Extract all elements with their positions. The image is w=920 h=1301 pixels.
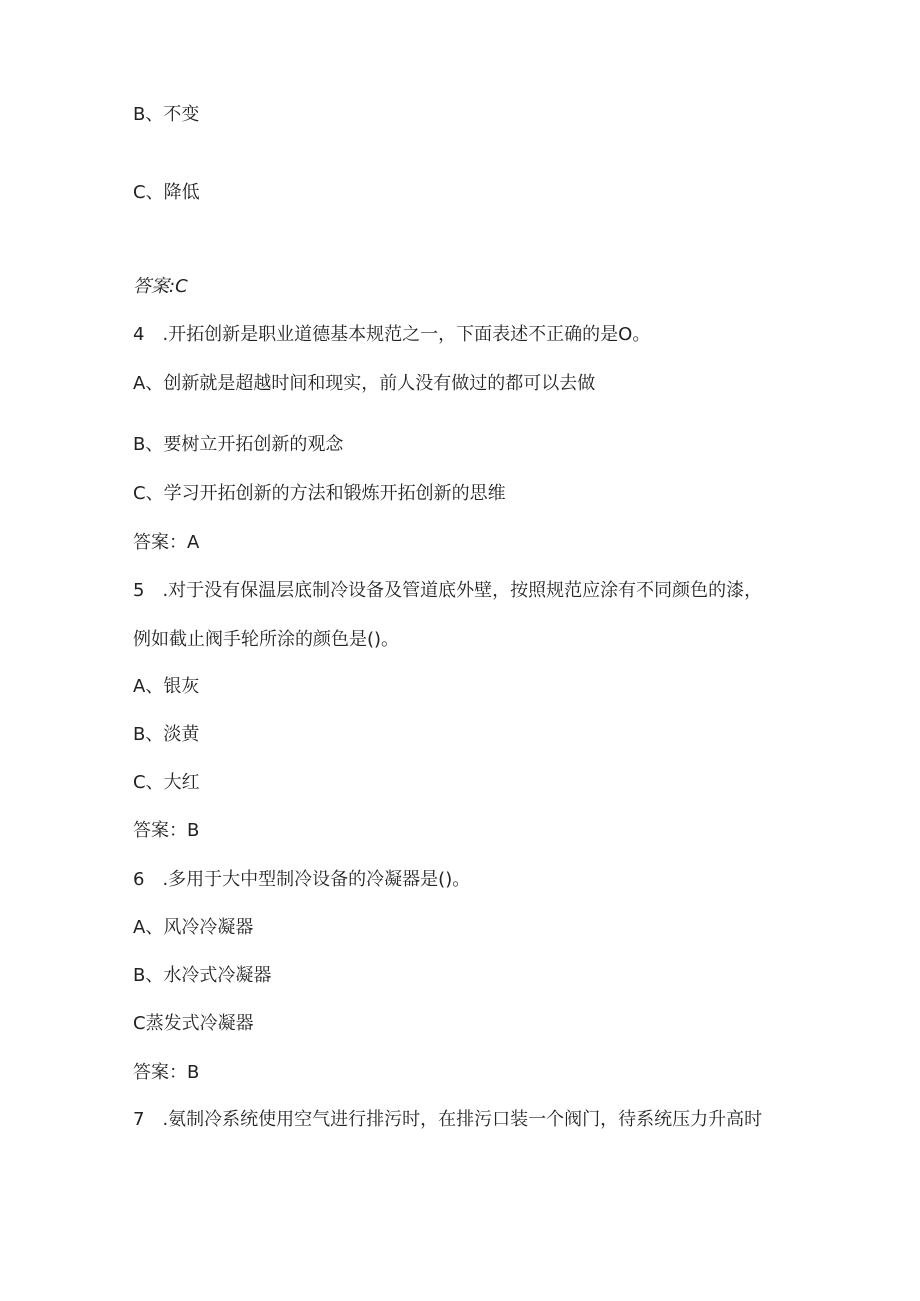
q5-option-b: B、淡黄	[133, 724, 200, 745]
q6-option-a: A、风冷冷凝器	[133, 917, 254, 938]
q3-option-c: C、降低	[133, 182, 200, 203]
q4-answer: 答案：A	[133, 532, 200, 553]
q4-option-b: B、要树立开拓创新的观念	[133, 434, 344, 455]
q6-option-c: C蒸发式冷凝器	[133, 1013, 254, 1034]
q5-question-line2: 例如截止阀手轮所涂的颜色是()。	[133, 629, 400, 650]
q6-question: 6 .多用于大中型制冷设备的冷凝器是()。	[133, 869, 471, 890]
q4-option-c: C、学习开拓创新的方法和锻炼开拓创新的思维	[133, 483, 506, 504]
q5-option-c: C、大红	[133, 772, 200, 793]
q5-question-line1: 5 .对于没有保温层底制冷设备及管道底外壁，按照规范应涂有不同颜色的漆，	[133, 580, 763, 601]
q4-option-a: A、创新就是超越时间和现实，前人没有做过的都可以去做	[133, 373, 596, 394]
q5-option-a: A、银灰	[133, 676, 200, 697]
q3-answer: 答案:C	[133, 276, 188, 297]
q6-answer: 答案：B	[133, 1062, 200, 1083]
q3-option-b: B、不变	[133, 104, 200, 125]
q5-answer: 答案：B	[133, 820, 200, 841]
q7-question: 7 .氨制冷系统使用空气进行排污时，在排污口装一个阀门，待系统压力升高时	[133, 1109, 763, 1130]
q4-question: 4 .开拓创新是职业道德基本规范之一，下面表述不正确的是O。	[133, 324, 651, 345]
q6-option-b: B、水冷式冷凝器	[133, 965, 272, 986]
